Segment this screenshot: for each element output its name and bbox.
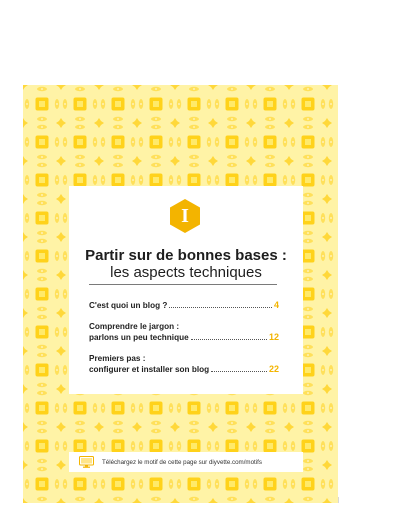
toc-entry-title: C'est quoi un blog ? — [89, 301, 168, 310]
chapter-subtitle: les aspects techniques — [110, 264, 262, 281]
toc-page-number: 12 — [268, 332, 279, 342]
toc-page-number: 22 — [268, 364, 279, 374]
table-of-contents — [89, 300, 279, 386]
toc-page-number: 4 — [273, 300, 279, 310]
title-divider — [89, 284, 277, 285]
toc-entry-title: Premiers pas : — [89, 354, 146, 363]
toc-entry-title-continued: configurer et installer son blog — [89, 365, 210, 374]
toc-line — [89, 300, 279, 311]
chapter-title: Partir sur de bonnes bases : — [85, 247, 287, 264]
toc-line — [89, 332, 279, 343]
monitor-icon — [79, 456, 94, 468]
chapter-number-badge — [167, 198, 203, 234]
toc-line — [89, 364, 279, 375]
download-motif-footer — [69, 452, 303, 472]
toc-dot-leader — [169, 306, 272, 308]
toc-dot-leader — [211, 370, 267, 372]
toc-entry-title: Comprendre le jargon : — [89, 322, 180, 331]
chapter-number: I — [181, 205, 189, 227]
crop-mark — [338, 497, 339, 503]
toc-entry[interactable] — [89, 354, 279, 375]
download-link-text[interactable]: Téléchargez le motif de cette page sur diyvette.com/motifs — [102, 458, 262, 466]
toc-entry[interactable] — [89, 322, 279, 343]
chapter-card — [69, 186, 303, 394]
toc-dot-leader — [191, 338, 267, 340]
toc-entry[interactable] — [89, 300, 279, 311]
toc-entry-title-continued: parlons un peu technique — [89, 333, 189, 342]
